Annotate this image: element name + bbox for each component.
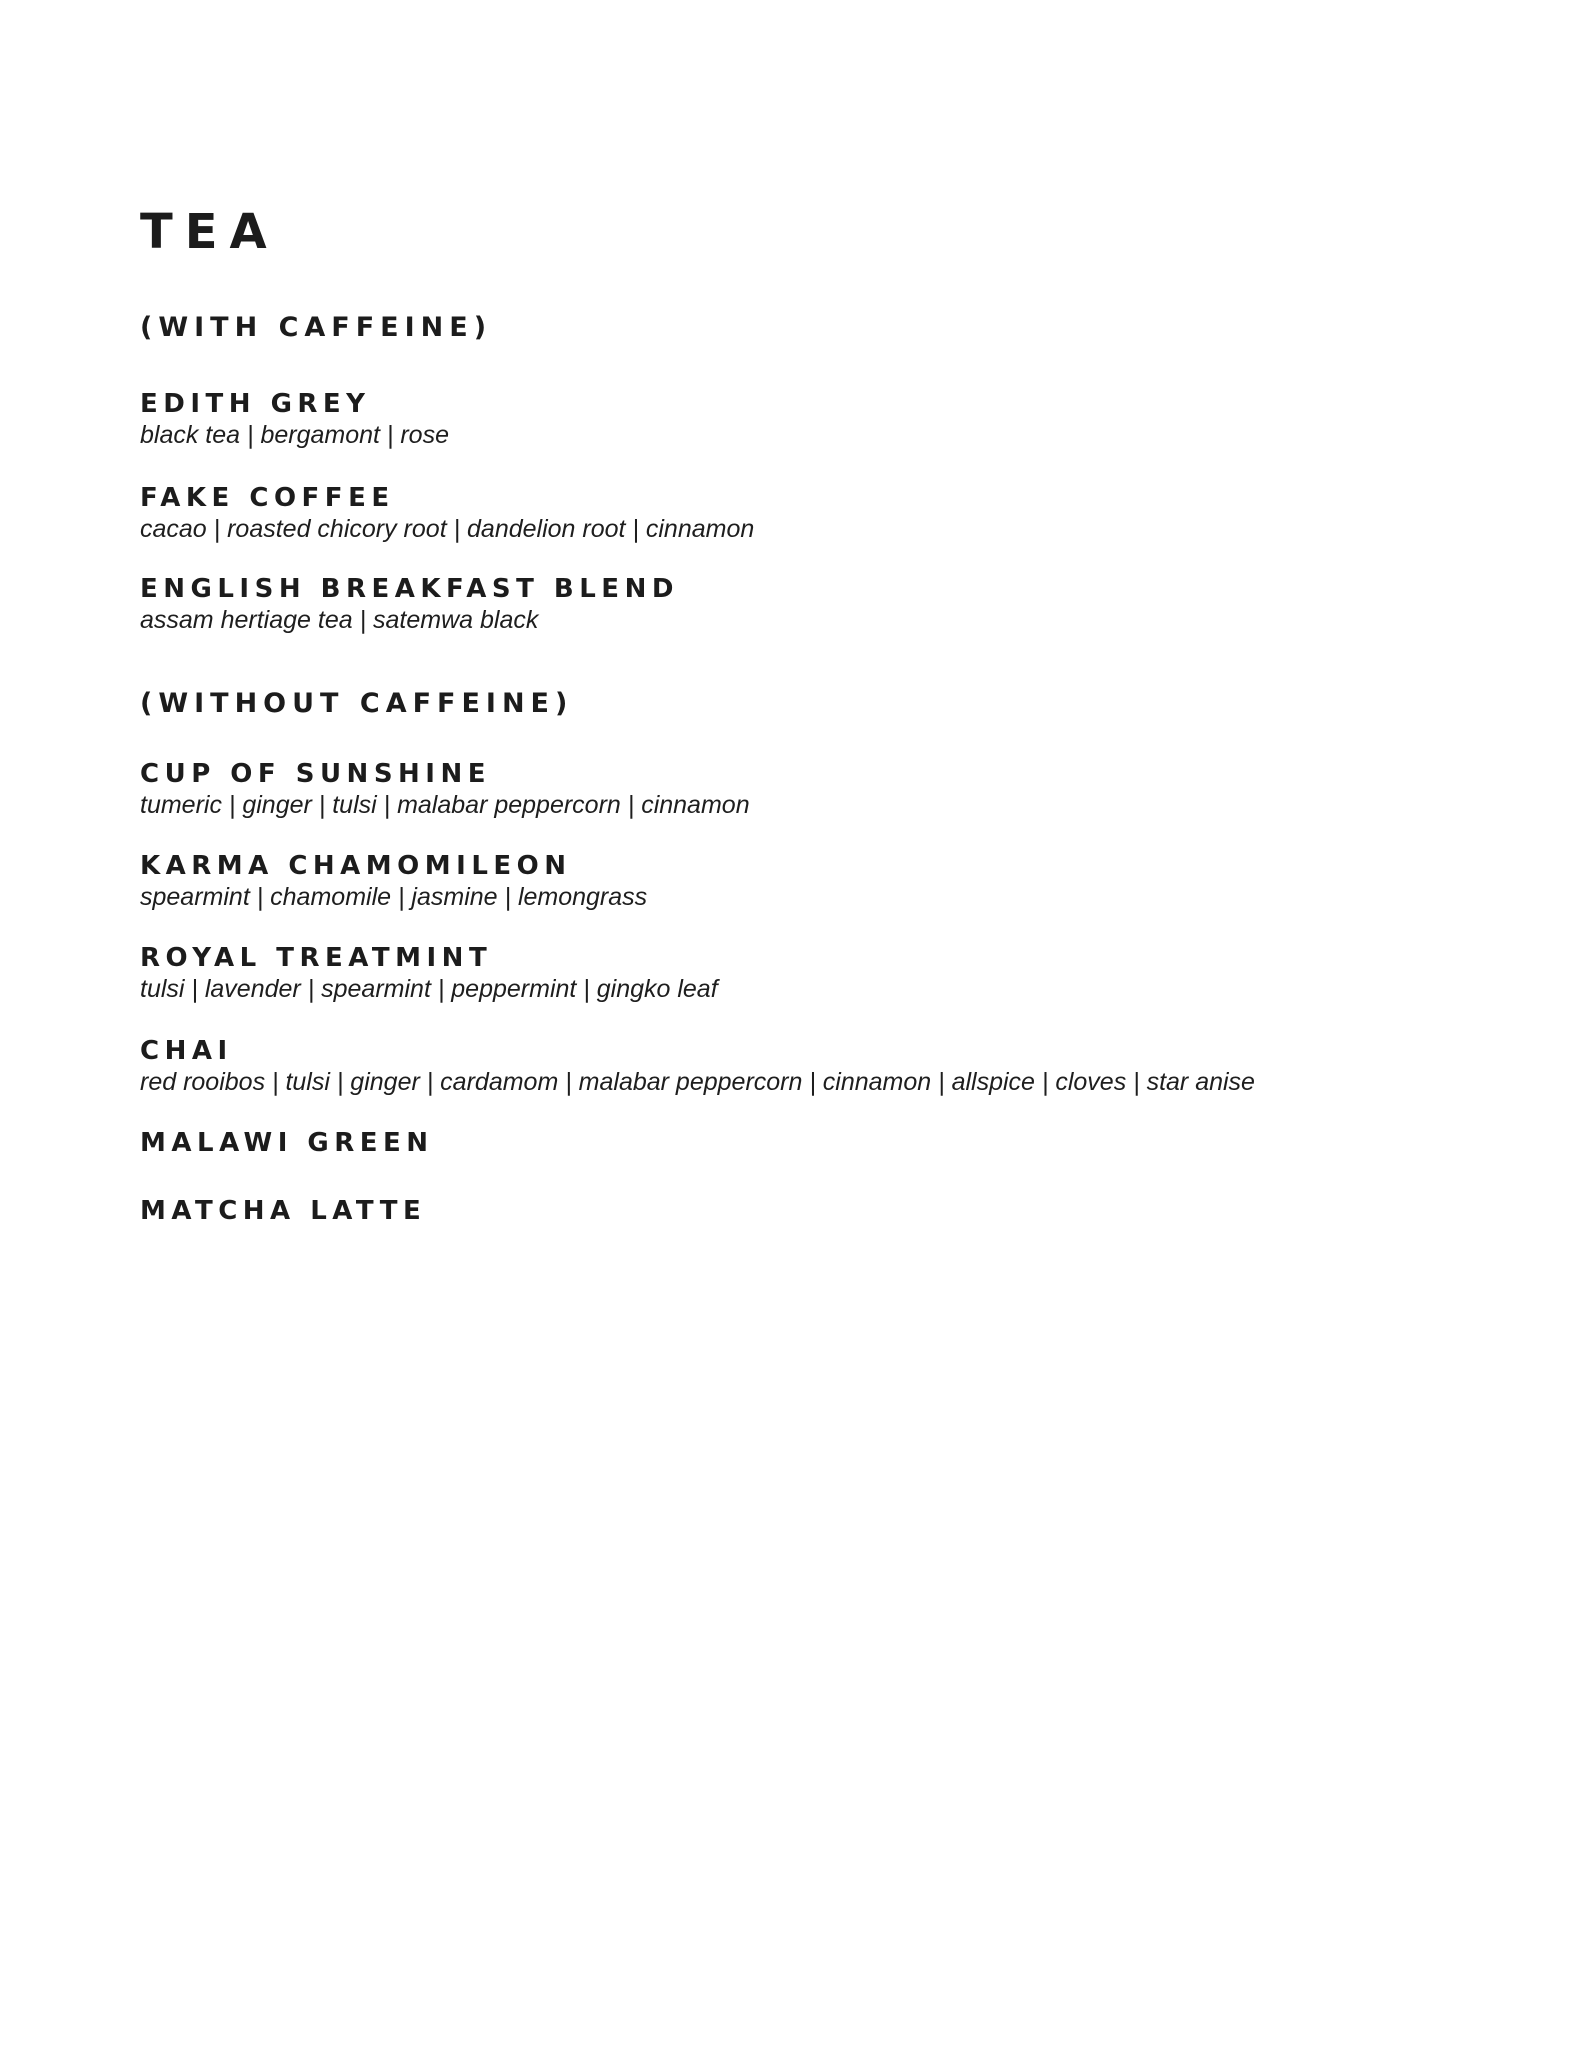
menu-item-description: spearmint | chamomile | jasmine | lemongrass: [140, 883, 648, 911]
menu-item-name: FAKE COFFEE: [140, 483, 395, 513]
menu-item-name: MALAWI GREEN: [140, 1128, 434, 1158]
section-heading-with-caffeine: (WITH CAFFEINE): [140, 312, 493, 343]
menu-item-description: assam hertiage tea | satemwa black: [140, 606, 539, 634]
menu-item-description: cacao | roasted chicory root | dandelion root | cinnamon: [140, 515, 755, 543]
menu-item-description: red rooibos | tulsi | ginger | cardamom | malabar peppercorn | cinnamon | allspice | cloves | star anise: [140, 1068, 1255, 1096]
menu-item-name: ENGLISH BREAKFAST BLEND: [140, 574, 679, 604]
menu-item-name: CUP OF SUNSHINE: [140, 759, 491, 789]
menu-item-fake-coffee: [140, 482, 754, 544]
page-title: TEA: [140, 204, 279, 260]
menu-item-name: CHAI: [140, 1036, 233, 1066]
menu-item-description: tumeric | ginger | tulsi | malabar peppercorn | cinnamon: [140, 791, 750, 819]
menu-item-description: tulsi | lavender | spearmint | peppermint | gingko leaf: [140, 975, 718, 1003]
menu-item-name: EDITH GREY: [140, 389, 371, 419]
menu-item-cup-of-sunshine: [140, 758, 750, 820]
menu-item-description: black tea | bergamont | rose: [140, 421, 449, 449]
menu-item-english-breakfast-blend: [140, 573, 679, 635]
menu-item-edith-grey: [140, 388, 449, 450]
menu-item-name: KARMA CHAMOMILEON: [140, 851, 572, 881]
menu-item-name: MATCHA LATTE: [140, 1196, 427, 1226]
menu-item-malawi-green: [140, 1127, 434, 1159]
menu-item-karma-chamomileon: [140, 850, 647, 912]
menu-item-royal-treatmint: [140, 942, 718, 1004]
menu-item-name: ROYAL TREATMINT: [140, 943, 493, 973]
section-heading-without-caffeine: (WITHOUT CAFFEINE): [140, 688, 574, 719]
menu-item-chai: [140, 1035, 1255, 1097]
menu-item-matcha-latte: [140, 1195, 426, 1227]
